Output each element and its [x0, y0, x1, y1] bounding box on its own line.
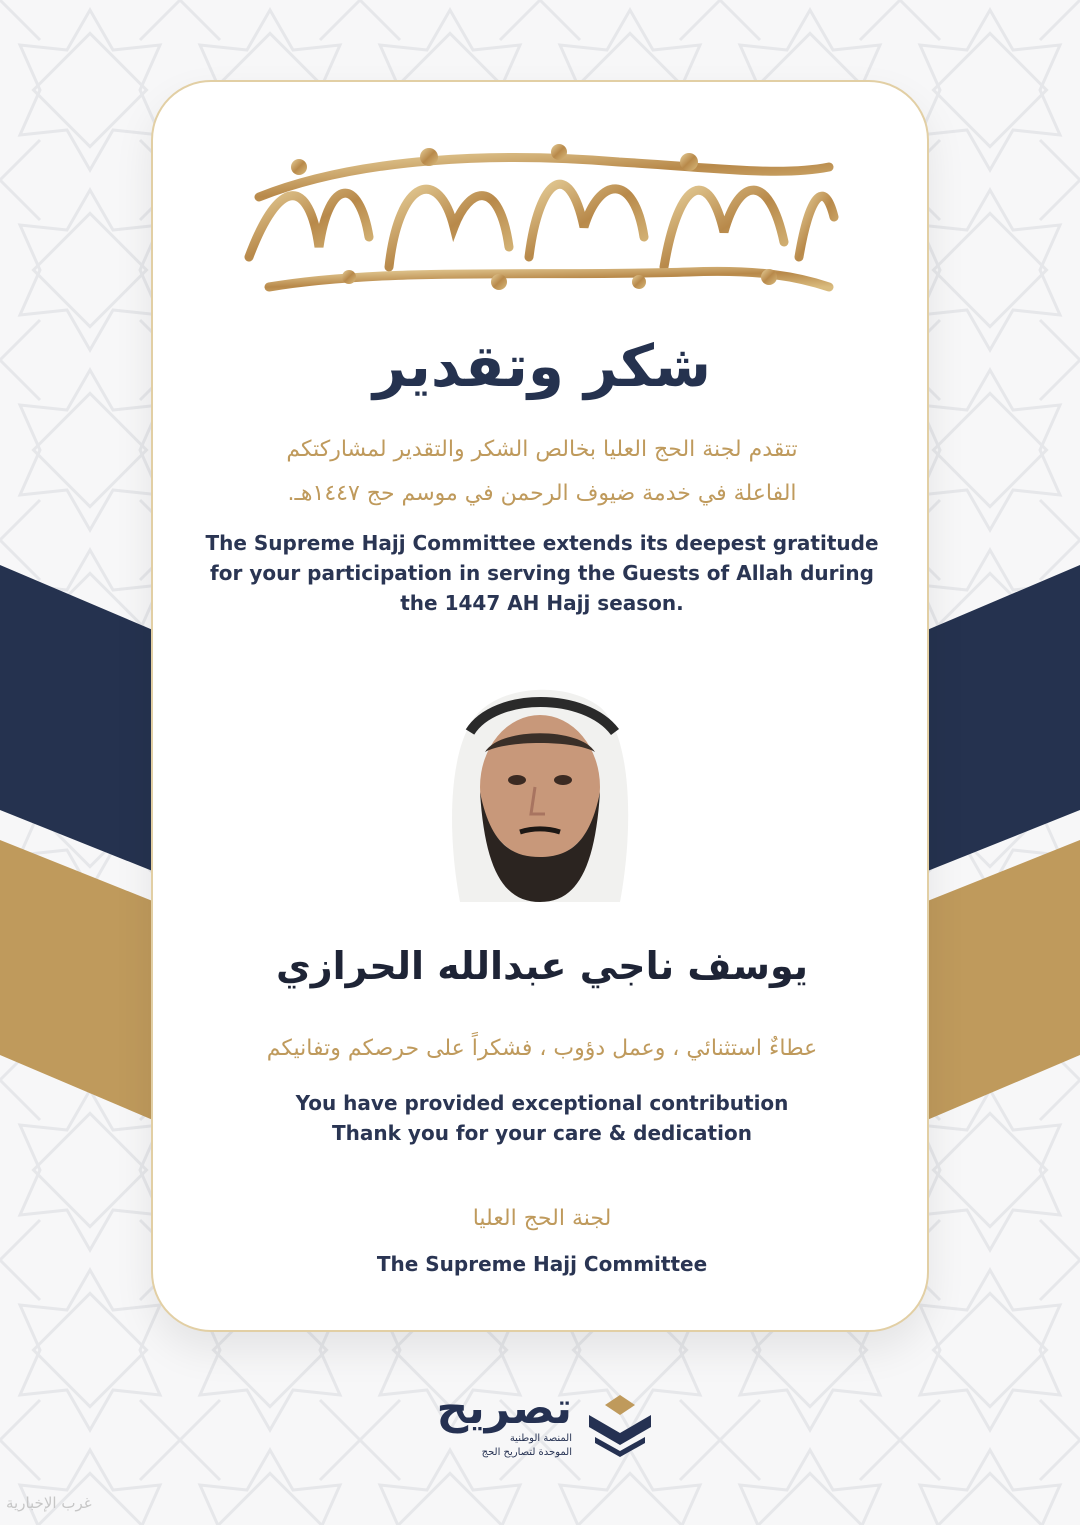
certificate-title: شكر وتقدير: [373, 332, 711, 400]
english-intro-line2: for your participation in serving the Guests of Allah during: [210, 561, 874, 585]
english-intro-line1: The Supreme Hajj Committee extends its deepest gratitude: [205, 531, 879, 555]
logo-subtitle-line1: المنصة الوطنية: [509, 1433, 572, 1444]
recipient-photo: [425, 672, 655, 902]
arabic-intro-line1: تتقدم لجنة الحج العليا بخالص الشكر والتقدير لمشاركتكم: [286, 437, 798, 462]
calligraphy-ornament: [239, 137, 839, 297]
english-signature: The Supreme Hajj Committee: [376, 1252, 708, 1276]
english-thanks-line1: You have provided exceptional contribution: [295, 1091, 789, 1115]
source-watermark: غرب الإخبارية: [6, 1494, 92, 1512]
english-intro-line3: the 1447 AH Hajj season.: [400, 591, 684, 615]
arabic-intro: [213, 428, 871, 516]
certificate-card: [151, 80, 929, 1332]
logo-subtitle-line2: الموحدة لتصاريح الحج: [481, 1447, 572, 1458]
logo-wordmark: تصريح: [436, 1383, 572, 1434]
recipient-name: يوسف ناجي عبدالله الحرازي: [275, 944, 809, 988]
arabic-intro-line2: الفاعلة في خدمة ضيوف الرحمن في موسم حج ١٤٤٧هـ.: [287, 481, 797, 506]
arabic-signature: لجنة الحج العليا: [472, 1206, 612, 1231]
english-thanks-line2: Thank you for your care & dedication: [332, 1121, 752, 1145]
tasreeh-logo: [425, 1385, 660, 1465]
kaaba-chevron-icon: [585, 1393, 655, 1457]
english-thanks: [193, 1088, 891, 1148]
english-intro: [193, 528, 891, 618]
arabic-thanks: عطاءٌ استثنائي ، وعمل دؤوب ، فشكراً على حرصكم وتفانيكم: [266, 1036, 818, 1061]
